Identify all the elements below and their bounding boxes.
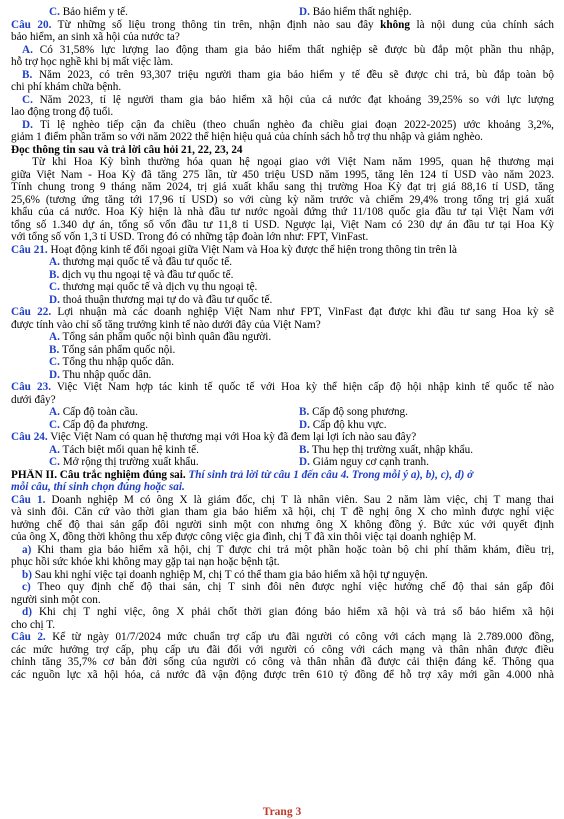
q21-option-d: D. thoả thuận thương mại tự do và đầu tư quốc tế.	[49, 293, 273, 306]
reading-heading: Đọc thông tin sau và trả lời câu hỏi 21, 22, 23, 24	[11, 143, 243, 156]
q24-number: Câu 24.	[11, 431, 48, 443]
part2-instruction-line2: mỗi câu, thí sinh chọn đúng hoặc sai.	[11, 481, 185, 493]
q22-option-c: C. Tổng thu nhập quốc dân.	[49, 356, 175, 368]
q20-option-b: B. Năm 2023, có trên 93,307 triệu người tham gia bảo hiểm y tế đều sẽ được chi trả, bù đắp toàn bộ	[22, 68, 554, 81]
q21-option-d-text: thoả thuận thương mại tự do và đầu tư quốc tế.	[62, 293, 273, 306]
q21-option-b: B. dịch vụ thu ngoại tệ và đầu tư quốc tế.	[49, 268, 234, 281]
part2-heading: PHẦN II. Câu trắc nghiệm đúng sai.	[11, 468, 186, 481]
p2q1-statement-b: b) Sau khi nghỉ việc tại doanh nghiệp M, chị T có thể tham gia bảo hiểm xã hội tự nguyện.	[22, 568, 428, 581]
p2q2-stem-line: các nguồn lực xã hội hóa, cả nước đã vận động được trên 610 tỷ đồng để hỗ trợ xây mới gần 4.000 nhà	[11, 668, 554, 681]
p2q1-number: Câu 1.	[11, 493, 46, 506]
q24-option-c: C. Mở rộng thị trường xuất khẩu.	[49, 456, 199, 468]
q20-stem-line2: bảo hiểm, an sinh xã hội của nước ta?	[11, 31, 180, 43]
option-c-text: Bảo hiểm y tế.	[62, 6, 128, 18]
q20-stem	[11, 19, 554, 32]
p2q2-stem-line: các mức hưởng trợ cấp, phụ cấp ưu đãi đối với người có công với cách mạng và thân nhân được điều	[11, 643, 554, 656]
q20-option-d-line2: giảm 1 điểm phần trăm so với năm 2022 thể hiện hiệu quả của chính sách hỗ trợ thu nhập và giảm nghèo.	[11, 131, 483, 143]
q21-option-c: C. thương mại quốc tế và dịch vụ thu ngoại tệ.	[49, 281, 258, 293]
q24-option-d-text: Giảm nguy cơ cạnh tranh.	[312, 456, 429, 468]
p2q1-stem-line: của ông X, đồng thời không thu xếp được công việc gia đình, chị T đã xin thôi việc tại doanh nghiệp M.	[11, 531, 477, 543]
q21-stem	[11, 244, 554, 257]
q21-option-b-text: dịch vụ thu ngoại tệ và đầu tư quốc tế.	[62, 268, 234, 281]
q24-option-b-text: Thu hẹp thị trường xuất, nhập khẩu.	[311, 443, 473, 456]
q24-option-c-text: Mở rộng thị trường xuất khẩu.	[62, 456, 199, 468]
q23-option-d: D. Cấp độ khu vực.	[299, 418, 387, 431]
passage-line: Tính chung trong 9 tháng năm 2024, trị giá xuất khẩu sang thị trường Hoa Kỳ đạt trị giá 88,16 tỉ USD, tăng	[11, 181, 554, 193]
p2q2-number: Câu 2.	[11, 631, 46, 643]
p2q1-statement-a-line2: phục hồi sức khỏe khi không may gặp tai nạn hoặc bệnh tật.	[11, 556, 280, 568]
q23-option-a: A. Cấp độ toàn cầu.	[49, 406, 138, 418]
q20-option-d: D. Tỉ lệ nghèo tiếp cận đa chiều (theo chuẩn nghèo đa chiều giai đoạn 2022-2025) ước khoảng 3,2%,	[22, 118, 554, 131]
p2q2-stem	[11, 631, 554, 644]
q21-option-c-text: thương mại quốc tế và dịch vụ thu ngoại tệ.	[62, 281, 258, 293]
option-d: D. Bảo hiểm thất nghiệp.	[299, 6, 412, 18]
option-c: C. Bảo hiểm y tế.	[49, 6, 128, 18]
p2q1-stem	[11, 494, 554, 507]
q23-stem	[11, 381, 554, 394]
q23-options-row-2	[11, 419, 554, 432]
q23-options-row-1	[11, 406, 554, 419]
passage-line: Từ khi Hoa Kỳ bình thường hóa quan hệ ngoại giao với Việt Nam năm 1995, quan hệ thương mại	[32, 156, 554, 168]
q22-stem-line2: được tính vào chỉ số tăng trưởng kinh tế nào dưới đây của Việt Nam?	[11, 318, 321, 331]
q22-stem	[11, 306, 554, 319]
p2q1-statement-d-line2: cho chị T.	[11, 618, 56, 631]
q22-option-a-text: Tổng sản phẩm quốc nội bình quân đầu người.	[62, 331, 272, 343]
q23-number: Câu 23.	[11, 381, 51, 393]
q21-option-a: A. thương mại quốc tế và đầu tư quốc tế.	[49, 256, 233, 268]
passage-line: 25,6% (tương ứng tăng tới 17,96 tỉ USD) so với cùng kỳ năm trước và chiếm 29,4% trong tổng trị giá xuất	[11, 193, 554, 206]
q23-stem-text: Việc Việt Nam hợp tác kinh tế quốc tế với Hoa kỳ thể hiện cấp độ hội nhập kinh tế quốc tế nào	[56, 381, 554, 393]
q20-option-b-text: Năm 2023, có trên 93,307 triệu người tham gia bảo hiểm y tế đều sẽ được chi trả, bù đắp toàn bộ	[38, 68, 554, 81]
q20-option-d-text: Tỉ lệ nghèo tiếp cận đa chiều (theo chuẩn nghèo đa chiều giai đoạn 2022-2025) ước khoảng 3,2%,	[39, 118, 554, 131]
q20-option-c: C. Năm 2023, tỉ lệ người tham gia bảo hiểm xã hội của cả nước đạt khoảng 39,25% so với lực lượng	[22, 93, 554, 106]
q24-options-row-2	[11, 456, 554, 469]
p2q1-statement-b-text: Sau khi nghỉ việc tại doanh nghiệp M, chị T có thể tham gia bảo hiểm xã hội tự nguyện.	[34, 568, 428, 581]
q23-option-b-text: Cấp độ song phương.	[312, 406, 408, 418]
p2q1-statement-d: d) Khi chị T nghỉ việc, ông X phải chốt thời gian đóng bảo hiểm xã hội và trả sổ bảo hiểm xã hội	[22, 606, 554, 618]
q21-stem-text: Hoạt động kinh tế đối ngoại giữa Việt Nam và Hoa kỳ được thể hiện trong thông tin trên là	[50, 243, 457, 256]
q24-options-row-1	[11, 444, 554, 457]
q22-option-a: A. Tổng sản phẩm quốc nội bình quân đầu người.	[49, 331, 272, 343]
p2q1-statement-c: c) Theo quy định chế độ thai sản, chị T sinh đôi nên được nghỉ việc hưởng chế độ thai sản gấp đôi	[22, 581, 554, 593]
q20-stem-emphasis: không	[380, 18, 410, 31]
p2q1-statement-c-line2: người sinh một con.	[11, 593, 101, 606]
q20-stem-part: là nội dung của chính sách	[416, 18, 554, 31]
p2q1-stem-line: hưởng chế độ thai sản gấp đôi người sinh một con nhưng ông X không đồng ý. Bức xúc với quyết định	[11, 518, 554, 531]
q22-option-b: B. Tổng sản phẩm quốc nội.	[49, 343, 176, 356]
q24-option-a: A. Tách biệt mối quan hệ kinh tế.	[49, 443, 199, 456]
part2-heading-line	[11, 469, 554, 482]
passage-line: khẩu của cả nước. Hoa Kỳ hiện là nhà đầu tư nước ngoài đứng thứ 11/108 quốc gia đầu tư tại Việt Nam với	[11, 206, 554, 218]
q20-option-b-line2: chi phí khám chữa bệnh.	[11, 81, 122, 93]
q24-option-a-text: Tách biệt mối quan hệ kinh tế.	[62, 443, 199, 456]
passage-line: giữa Việt Nam - Hoa Kỳ đã tăng 275 lần, từ 450 triệu USD năm 1995, tăng lên 124 tỉ USD vào năm 2023.	[11, 168, 554, 181]
q20-option-a: A. Có 31,58% lực lượng lao động tham gia bảo hiểm thất nghiệp sẽ được bù đắp một phần thu nhập,	[22, 43, 554, 56]
q22-stem-text: Lợi nhuận mà các doanh nghiệp Việt Nam như FPT, VinFast đạt được khi đầu tư sang Hoa kỳ sẽ	[57, 306, 554, 318]
p2q1-statement-d-text: Khi chị T nghỉ việc, ông X phải chốt thời gian đóng bảo hiểm xã hội và trả sổ bảo hiểm xã hội	[39, 606, 554, 618]
q19-options-row	[11, 6, 554, 19]
q23-option-c-text: Cấp độ đa phương.	[62, 418, 148, 431]
q22-option-d: D. Thu nhập quốc dân.	[49, 368, 152, 381]
p2q1-statement-a-text: Khi tham gia bảo hiểm xã hội, chị T được chi trả một phần hoặc toàn bộ chi phí thăm khám, điều trị,	[37, 543, 554, 556]
q24-stem-text: Việc Việt Nam có quan hệ thương mại với Hoa kỳ đã đem lại lợi ích nào sau đây?	[50, 431, 417, 443]
passage-line: với tổng số vốn 1,3 tỉ USD. Trong đó có những tập đoàn lớn như: FPT, VinFast.	[11, 231, 369, 243]
q22-option-c-text: Tổng thu nhập quốc dân.	[62, 356, 175, 368]
q24-stem	[11, 431, 554, 444]
q22-option-b-text: Tổng sản phẩm quốc nội.	[61, 343, 176, 356]
q23-option-c: C. Cấp độ đa phương.	[49, 418, 148, 431]
q21-number: Câu 21.	[11, 243, 48, 256]
q22-number: Câu 22.	[11, 306, 52, 318]
p2q2-stem-line: chỉnh tăng 35,7% cơ bản đời sống của người có công và thân nhân đã được cải thiện đáng kể. Thông qua	[11, 656, 554, 668]
q20-option-c-line2: lao động trong độ tuổi.	[11, 106, 114, 118]
p2q2-stem-text: Kể từ ngày 01/7/2024 mức chuẩn trợ cấp ưu đãi người có công với cách mạng là 2.789.000 đồng,	[52, 631, 554, 643]
q23-option-b: B. Cấp độ song phương.	[299, 406, 408, 418]
page-number: Trang 3	[262, 806, 302, 818]
q21-option-a-text: thương mại quốc tế và đầu tư quốc tế.	[62, 256, 233, 268]
q20-stem-part: Từ những số liệu trong thông tin trên, nhận định nào sau đây	[57, 18, 374, 31]
part2-instruction: Thí sinh trả lời từ câu 1 đến câu 4. Trong mỗi ý a), b), c), d) ở	[188, 468, 474, 481]
option-d-text: Bảo hiểm thất nghiệp.	[312, 6, 412, 18]
q24-option-b: B. Thu hẹp thị trường xuất, nhập khẩu.	[299, 443, 473, 456]
q20-number: Câu 20.	[11, 18, 52, 31]
q23-option-d-text: Cấp độ khu vực.	[312, 418, 387, 431]
q20-option-a-text: Có 31,58% lực lượng lao động tham gia bảo hiểm thất nghiệp sẽ được bù đắp một phần thu nhập,	[39, 43, 554, 56]
passage-line: tổng số 1.340 dự án, tổng số vốn đầu tư 11,8 tỉ USD. Ngược lại, Việt Nam có 230 dự án đầu tư tại Hoa Kỳ	[11, 218, 554, 231]
q24-option-d: D. Giảm nguy cơ cạnh tranh.	[299, 456, 429, 468]
q20-option-c-text: Năm 2023, tỉ lệ người tham gia bảo hiểm xã hội của cả nước đạt khoảng 39,25% so với lực lượng	[39, 93, 554, 106]
q22-option-d-text: Thu nhập quốc dân.	[62, 368, 152, 381]
p2q1-stem-line: và sinh đôi. Căn cứ vào thời gian tham gia bảo hiểm xã hội, chị T đề nghị ông X cho mình được nghỉ việc	[11, 506, 554, 518]
q20-option-a-line2: hỗ trợ học nghề khi bị mất việc làm.	[11, 56, 174, 68]
p2q1-stem-text: Doanh nghiệp M có ông X là giám đốc, chị T là nhân viên. Sau 2 năm làm việc, chị T mang thai	[51, 493, 554, 506]
p2q1-statement-a: a) Khi tham gia bảo hiểm xã hội, chị T được chi trả một phần hoặc toàn bộ chi phí thăm khám, điều trị,	[22, 543, 554, 556]
q23-stem-line2: dưới đây?	[11, 393, 56, 406]
q23-option-a-text: Cấp độ toàn cầu.	[62, 406, 138, 418]
p2q1-statement-c-text: Theo quy định chế độ thai sản, chị T sinh đôi nên được nghỉ việc hưởng chế độ thai sản gấp đôi	[37, 581, 554, 593]
